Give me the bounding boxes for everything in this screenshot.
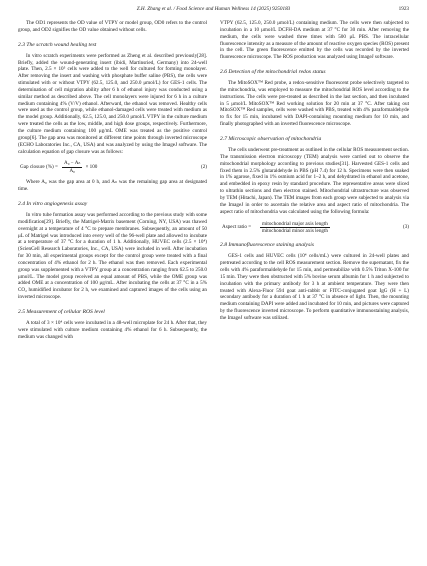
equation-2-denominator: A₀	[69, 167, 75, 174]
equation-3	[220, 220, 409, 234]
section-heading-2-3: 2.3 The scratch wound healing test	[18, 41, 97, 48]
paragraph-2-7: The cells underwent pre-treatment as outlined in the cellular ROS measurement section. The transmission electron microscopy (TEM) analysis were carried out to observe the mitochondrial morphology according to previous studies[31]. Harvested GES-1 cells and fixed them in 2.5% glutaraldehyde in PBS (pH 7.4) for 12 h. Specimens were then soaked in 1% agarose, fixed in 1% osmium acid for 1–2 h, and dehydrated in ethanol and acetone, and embedded in epoxy resin by standard procedure. The representative areas were sliced to ultrathin sections and then electron stained. Mitochondrial ultrastructure was observed by TEM (Hitachi, Japan). The TEM images from each group were subjected to analysis via the ImageJ in order to ascertain the relative area and aspect ratio of mitochondria. The aspect ratio of mitochondria was calculated using the following formula:	[220, 146, 410, 215]
equation-2-numerator: A₀ − Aₙ	[64, 160, 81, 167]
paragraph-2-6: The MitoSOX™ Red probe, a redox-sensitive fluorescent probe selectively targeted to the mitochondria, was employed to measure the mitochondrial ROS level according to the instructions. The cells were pre-treated as described in the last section, and then incubated in 5 μmol/L MitoSOX™ Red working solution for 20 min at 37 °C. After taking out MitoSOX™ Red samples, cells were washed with PBS, treated with 4% paraformaldehyde to fix for 15 min, incubated with DAPI-containing mounting medium for 10 min, and finally photographed with an inverted fluorescence microscope.	[220, 80, 409, 128]
left-column	[18, 20, 207, 341]
right-column	[220, 20, 409, 322]
running-title: Z.H. Zhang et al. / Food Science and Human Wellness 14 (2025) 9250183	[136, 6, 291, 12]
section-heading-2-5: 2.5 Measurement of cellular ROS level	[18, 309, 105, 315]
paragraph-intro: The OD1 represents the OD value of VTPY or model group, OD0 refers to the control group, and OD2 signifies the OD value obtained without cells.	[18, 20, 207, 33]
paragraph-2-5: A total of 3 × 10⁴ cells were incubated in a 48-well microplate for 24 h. After that, they were stimulated with culture medium containing 4% ethanol for 6 h. Subsequently, the medium was changed with	[18, 320, 207, 340]
equation-2	[18, 160, 207, 174]
equation-2-lhs: Gap closure (%) =	[20, 163, 58, 170]
equation-3-numerator: mitochondrial major axis length	[262, 220, 328, 227]
section-heading-2-8: 2.8 Immunofluorescence staining analysis	[220, 242, 314, 249]
page-number: 1923	[398, 6, 409, 12]
paragraph-eq2-where: Where A₀ was the gap area at 0 h, and Aₙ was the remaining gap area at designated time.	[18, 179, 207, 193]
paragraph-2-8: GES-1 cells and HUVEC cells (10⁴ cells/mL) were cultured in 24-well plates and pretreated according to the cell ROS measurement section. Remove the supernatant, fix the cells with 4% paraformaldehyde for 15 min, and permeabilize with 0.5% Triton X-100 for 15 min. They were then obstructed with 5% bovine serum albumin for 1 h and subjected to incubation with the primary antibody for 3 h at ambient temperature. They were then treated with Alexa-Fluor 594 goat anti-rabbit or FITC-conjugated goat IgG (H + L) secondary antibody for a duration of 1 h at 37 °C in absence of light. Then, the mounting medium containing DAPI were added and incubated for 10 min, and pictures were captured by the fluorescence inverted microscope. To perform quantitative immunostaining analysis, the ImageJ software was utilized.	[220, 253, 409, 321]
equation-2-fraction	[62, 160, 82, 174]
paragraph-2-3: In vitro scratch experiments were performed as Zheng et al. described previously[28]. Briefly, added the wound-generating insert (ibidi, Martinsried, Germany) into 24-well plate. Then, 2.5 × 10⁵ cells were added to the well for cultured for forming monolayer. After removing the insert and washing with phosphate buffer saline (PBS), the cells were stimulated with or without VTPY (62.5, 125.0, and 250.0 μmol/L) for GES-1 cells. The determination of cell migration ability after 6 h of ethanol injury was conducted using a similar method as described above. The cell monolayers were injured for 6 h in a culture medium containing 4% (V/V) ethanol. Afterward, the ethanol was removed. Healthy cells were used as the control group, while ethanol-damaged cells were treated with medium as the model group. Additionally, 62.5, 125.0, and 250.0 μmol/L VTPY in the culture medium were treated the cells as the low, middle, and high dose groups, respectively. Furthermore, the culture medium containing 100 μg/mL OME was treated as the positive control group[6]. The gap area was monitored at different time points through inverted microscope (ECHO Laboratories Inc., CA, USA) and was analyzed by using the ImageJ software. The calculation equation of gap closure was as follows:	[18, 52, 207, 155]
page-header	[18, 4, 409, 14]
equation-3-fraction	[260, 221, 330, 235]
section-heading-2-7: 2.7 Microscopic observation of mitochondria	[220, 135, 322, 142]
equation-2-number: (2)	[201, 163, 207, 170]
section-heading-2-4: 2.4 In vitro angiogenesis assay	[18, 201, 88, 208]
equation-3-lhs: Aspect ratio =	[222, 223, 252, 230]
equation-2-multiplier: × 100	[85, 163, 98, 170]
equation-3-number: (3)	[403, 223, 409, 230]
equation-3-denominator: mitochondrial minor axis length	[261, 227, 328, 234]
paragraph-continued: VTPY (62.5, 125.0, 250.0 μmol/L) containing medium. The cells were then subjected to incubation in a 10 μmol/L DCFH-DA medium at 37 °C for 30 min. After removing the medium, the cells were washed three times with 500 μL PBS. The intracellular fluorescence intensity as a measure of the amount of reactive oxygen species (ROS) present in the cell. The green fluorescence emitted by the cells was recorded by the inverted fluorescence microscope. The ROS production was analyzed using ImageJ software.	[220, 20, 409, 61]
paragraph-2-4: In vitro tube formation assay was performed according to the previous study with some modification[29]. Briefly, the Matrigel-Matrix basement (Corning, NY, USA) was thawed overnight at a temperature of 4 °C to prepare membranes. Subsequently, an amount of 50 μL of Matrigel was introduced into every well of the 96-well plate and allowed to incubate at a temperature of 37 °C for a duration of 1 h. Additionally, HUVEC cells (2.5 × 10⁴) (ScienCell Research Laboratories, Inc., CA, USA) were included in well. After incubation for 30 min, all experimental groups except for the control group were treated with a final concentration of 4% ethanol for 2 h. The ethanol was then removed. Each experimental group was supplemented with a VTPY group at a concentration ranging from 62.5 to 250.0 μmol/L. The model group received an equal amount of PBS, while the OME group was added OME at a concentration of 100 μg/mL. After incubating the cells at 37 °C in a 5% CO₂ humidified incubator for 2 h, we examined and captured images of the cells using an inverted microscope.	[18, 212, 207, 301]
section-heading-2-6: 2.6 Detection of the mitochondrial redox status	[220, 69, 326, 76]
